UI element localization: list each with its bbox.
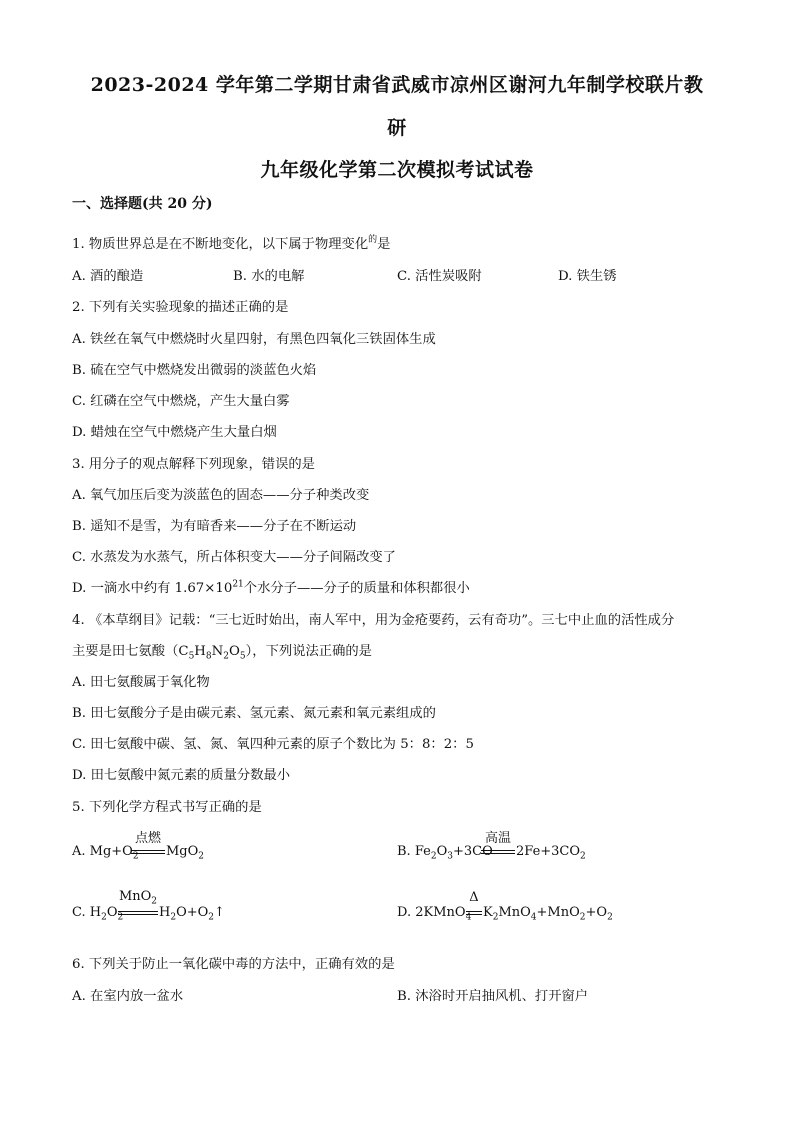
question-4-option-a: A. 田七氨酸属于氧化物 [72,675,210,690]
equals-sign [481,850,515,854]
question-1-option-a: A. 酒的酿造 [72,269,144,284]
exam-title-line1: 2023-2024 学年第二学期甘肃省武威市凉州区谢河九年制学校联片教 [90,74,704,96]
question-3-stem: 3. 用分子的观点解释下列现象，错误的是 [72,457,315,472]
equals-sign [466,911,482,915]
question-4-option-c: C. 田七氨酸中碳、氢、氮、氧四种元素的原子个数比为 5：8：2：5 [72,737,474,752]
question-4-option-b: B. 田七氨酸分子是由碳元素、氢元素、氮元素和氧元素组成的 [72,706,436,721]
exam-title-line2: 研 [387,117,407,139]
question-3-option-a: A. 氧气加压后变为淡蓝色的固态——分子种类改变 [72,488,370,503]
question-1-option-d: D. 铁生锈 [558,269,617,284]
reaction-condition: MnO$_2$ [118,889,158,907]
equals-sign [131,850,165,854]
equals-sign [118,911,158,915]
question-1-option-c: C. 活性炭吸附 [397,269,482,284]
question-1-option-b: B. 水的电解 [233,269,305,284]
reaction-condition: 高温 [484,831,511,846]
reaction-condition: 点燃 [134,831,161,846]
exam-subtitle: 九年级化学第二次模拟考试试卷 [260,159,534,181]
question-4-stem-line1: 4. 《本草纲目》记载：“三七近时始出，南人军中，用为金疮要药，云有奇功”。三七中止血的活性成分 [72,613,675,628]
question-6-option-a: A. 在室内放一盆水 [72,989,184,1004]
question-1-stem: 1. 物质世界总是在不断地变化，以下属于物理变化$^的$是 [72,235,391,252]
question-2-stem: 2. 下列有关实验现象的描述正确的是 [72,300,289,315]
question-2-option-c: C. 红磷在空气中燃烧，产生大量白雾 [72,394,290,409]
section-heading: 一、选择题(共 20 分) [72,196,213,212]
question-6-option-b: B. 沐浴时开启抽风机、打开窗户 [397,989,589,1004]
question-2-option-d: D. 蜡烛在空气中燃烧产生大量白烟 [72,425,277,440]
question-4-stem-line2: 主要是田七氨酸$(C_5H_8N_2O_5)$，下列说法正确的是 [72,644,372,662]
reaction-condition: Δ [469,890,479,905]
question-4-option-d: D. 田七氨酸中氮元素的质量分数最小 [72,768,291,783]
question-5-stem: 5. 下列化学方程式书写正确的是 [72,800,262,815]
question-2-option-b: B. 硫在空气中燃烧发出微弱的淡蓝色火焰 [72,363,317,378]
question-3-option-d: D. 一滴水中约有 $1.67\times 10^{21}$个水分子——分子的质量和体积都很小 [72,579,470,596]
question-3-option-c: C. 水蒸发为水蒸气，所占体积变大——分子间隔改变了 [72,550,396,565]
question-3-option-b: B. 遥知不是雪，为有暗香来——分子在不断运动 [72,519,357,534]
question-6-stem: 6. 下列关于防止一氧化碳中毒的方法中，正确有效的是 [72,957,395,972]
question-2-option-a: A. 铁丝在氧气中燃烧时火星四射，有黑色四氧化三铁固体生成 [72,332,436,347]
